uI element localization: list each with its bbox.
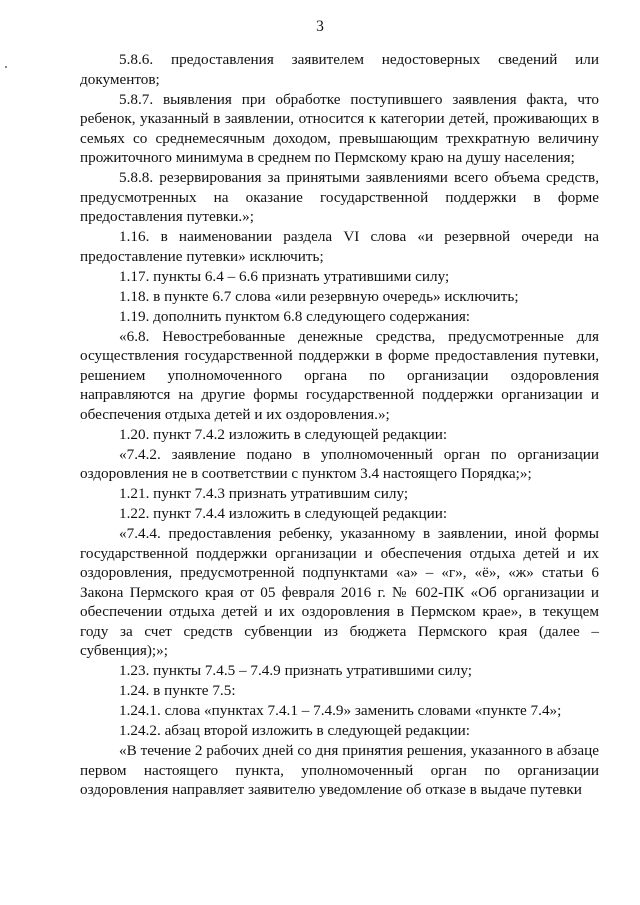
paragraph-1-21: 1.21. пункт 7.4.3 признать утратившим силу; [119,485,409,502]
paragraph-1-18: 1.18. в пункте 6.7 слова «или резервную очередь» исключить; [119,287,519,305]
paragraph-1-23: 1.23. пункты 7.4.5 – 7.4.9 признать утратившими силу; [119,662,472,679]
paragraph-1-24-1: 1.24.1. слова «пунктах 7.4.1 – 7.4.9» заменить словами «пункте 7.4»; [119,702,562,719]
document-body [80,50,599,800]
paragraph-5-8-8: 5.8.8. резервирования за принятыми заявлениями всего объема средств, предусмотренных на оказание государственной поддержки в форме предоставления путевки.»; [80,169,599,225]
page-number: 3 [316,18,324,35]
paragraph-7-5-quote: «В течение 2 рабочих дней со дня принятия решения, указанного в абзаце первом настоящего пункта, уполномоченный орган по организации оздоровления направляет заявителю уведомление об отказе в выдаче путевки [80,742,599,798]
paragraph-1-16: 1.16. в наименовании раздела VI слова «и резервной очереди на предоставление путевки» исключить; [80,228,599,265]
paragraph-1-24: 1.24. в пункте 7.5: [119,682,236,699]
paragraph-1-22: 1.22. пункт 7.4.4 изложить в следующей редакции: [119,505,448,522]
paragraph-1-20: 1.20. пункт 7.4.2 изложить в следующей редакции: [119,425,448,443]
paragraph-7-4-2-quote: «7.4.2. заявление подано в уполномоченный орган по организации оздоровления не в соответствии с пунктом 3.4 настоящего Порядка;»; [80,445,599,482]
paragraph-7-4-4-quote: «7.4.4. предоставления ребенку, указанному в заявлении, иной формы государственной поддержки организации и обеспечения отдыха детей и их оздоровления, предусмотренной подпунктами «а» – «г», «ё», «ж» статьи 6 Закона Пермского края от 05 февраля 2016 г. № 602-ПК «Об организации и обеспечении отдыха детей и их оздоровления в Пермском крае», в текущем году за счет средств субвенции из бюджета Пермского края (далее – субвенция);»; [80,525,599,659]
scan-speck [5,66,7,68]
paragraph-1-24-2: 1.24.2. абзац второй изложить в следующей редакции: [119,722,470,739]
paragraph-5-8-6: 5.8.6. предоставления заявителем недостоверных сведений или документов; [80,51,599,88]
paragraph-1-17: 1.17. пункты 6.4 – 6.6 признать утратившими силу; [119,267,450,285]
paragraph-1-19: 1.19. дополнить пунктом 6.8 следующего содержания: [119,307,471,325]
paragraph-6-8-quote: «6.8. Невостребованные денежные средства, предусмотренные для осуществления государственной поддержки в форме предоставления путевки, решением уполномоченного органа по организации оздоровления направляются на другие формы государственной поддержки организации и обеспечения отдыха детей и их оздоровления.»; [80,327,599,423]
paragraph-5-8-7: 5.8.7. выявления при обработке поступившего заявления факта, что ребенок, указанный в заявлении, относится к категории детей, проживающих в семьях со среднемесячным доходом, превышающим трехкратную величину прожиточного минимума в среднем по Пермскому краю на душу населения; [80,90,599,166]
